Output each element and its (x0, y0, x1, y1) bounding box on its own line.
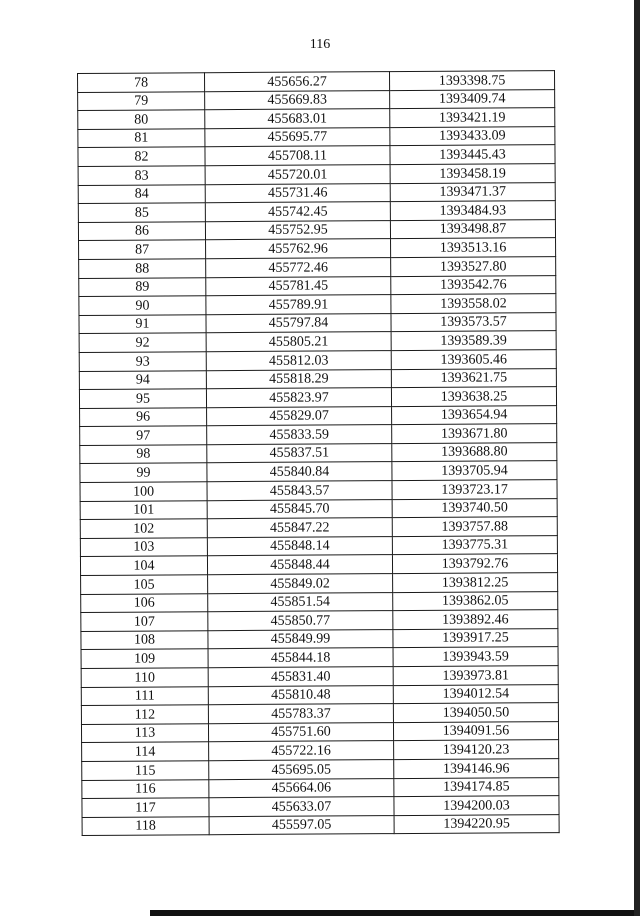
y-coordinate-cell: 1393513.16 (391, 238, 556, 258)
point-number-cell: 96 (80, 407, 207, 426)
scan-edge-bottom (150, 910, 640, 916)
y-coordinate-cell: 1393775.31 (392, 535, 557, 555)
table-row (82, 740, 559, 762)
point-number-cell: 116 (82, 779, 209, 798)
table-row (82, 759, 559, 781)
x-coordinate-cell: 455783.37 (208, 704, 393, 724)
x-coordinate-cell: 455844.18 (208, 648, 393, 668)
coordinates-table-body (78, 71, 560, 836)
point-number-cell: 80 (78, 110, 205, 129)
y-coordinate-cell: 1394220.95 (394, 814, 559, 834)
table-row (78, 126, 555, 148)
table-row (80, 535, 557, 557)
y-coordinate-cell: 1393671.80 (392, 424, 557, 444)
x-coordinate-cell: 455848.14 (207, 536, 392, 556)
table-row (81, 666, 558, 688)
table-row (80, 554, 557, 576)
table-row (79, 312, 556, 334)
point-number-cell: 106 (81, 593, 208, 612)
y-coordinate-cell: 1393445.43 (390, 145, 555, 165)
x-coordinate-cell: 455849.99 (208, 629, 393, 649)
point-number-cell: 97 (80, 426, 207, 445)
x-coordinate-cell: 455823.97 (206, 388, 391, 408)
y-coordinate-cell: 1393705.94 (392, 461, 557, 481)
point-number-cell: 86 (78, 221, 205, 240)
point-number-cell: 108 (81, 631, 208, 650)
point-number-cell: 94 (79, 370, 206, 389)
y-coordinate-cell: 1393433.09 (390, 126, 555, 146)
x-coordinate-cell: 455722.16 (209, 741, 394, 761)
table-row (78, 164, 555, 186)
y-coordinate-cell: 1393398.75 (389, 71, 554, 91)
point-number-cell: 113 (81, 723, 208, 742)
table-row (78, 182, 555, 204)
point-number-cell: 78 (78, 73, 205, 92)
point-number-cell: 107 (81, 612, 208, 631)
x-coordinate-cell: 455772.46 (206, 258, 391, 278)
x-coordinate-cell: 455805.21 (206, 332, 391, 352)
point-number-cell: 105 (81, 575, 208, 594)
point-number-cell: 101 (80, 500, 207, 519)
y-coordinate-cell: 1393542.76 (391, 275, 556, 295)
table-row (79, 331, 556, 353)
x-coordinate-cell: 455851.54 (208, 592, 393, 612)
x-coordinate-cell: 455849.02 (208, 574, 393, 594)
x-coordinate-cell: 455695.05 (209, 760, 394, 780)
x-coordinate-cell: 455633.07 (209, 797, 394, 817)
table-row (78, 201, 555, 223)
x-coordinate-cell: 455843.57 (207, 481, 392, 501)
x-coordinate-cell: 455708.11 (205, 146, 390, 166)
table-row (79, 368, 556, 390)
table-row (81, 573, 558, 595)
y-coordinate-cell: 1393527.80 (391, 257, 556, 277)
point-number-cell: 91 (79, 314, 206, 333)
x-coordinate-cell: 455656.27 (205, 72, 390, 92)
point-number-cell: 114 (82, 742, 209, 761)
table-row (81, 610, 558, 632)
y-coordinate-cell: 1393654.94 (392, 405, 557, 425)
x-coordinate-cell: 455752.95 (205, 220, 390, 240)
table-row (81, 628, 558, 650)
table-row (81, 684, 558, 706)
x-coordinate-cell: 455664.06 (209, 778, 394, 798)
table-row (79, 257, 556, 279)
x-coordinate-cell: 455695.77 (205, 127, 390, 147)
table-row (79, 349, 556, 371)
y-coordinate-cell: 1393862.05 (393, 591, 558, 611)
point-number-cell: 87 (79, 240, 206, 259)
y-coordinate-cell: 1393740.50 (392, 498, 557, 518)
table-row (80, 498, 557, 520)
point-number-cell: 85 (78, 203, 205, 222)
y-coordinate-cell: 1394012.54 (393, 684, 558, 704)
point-number-cell: 90 (79, 296, 206, 315)
point-number-cell: 103 (80, 538, 207, 557)
y-coordinate-cell: 1393792.76 (392, 554, 557, 574)
point-number-cell: 88 (79, 259, 206, 278)
point-number-cell: 100 (80, 482, 207, 501)
x-coordinate-cell: 455683.01 (205, 109, 390, 129)
y-coordinate-cell: 1393621.75 (391, 368, 556, 388)
x-coordinate-cell: 455781.45 (206, 276, 391, 296)
table-row (82, 777, 559, 799)
table-row (81, 591, 558, 613)
scan-edge-right (634, 0, 640, 916)
y-coordinate-cell: 1393757.88 (392, 517, 557, 537)
y-coordinate-cell: 1393688.80 (392, 442, 557, 462)
y-coordinate-cell: 1394146.96 (394, 759, 559, 779)
point-number-cell: 112 (81, 705, 208, 724)
y-coordinate-cell: 1393409.74 (390, 89, 555, 109)
x-coordinate-cell: 455810.48 (208, 685, 393, 705)
x-coordinate-cell: 455731.46 (205, 183, 390, 203)
x-coordinate-cell: 455833.59 (207, 425, 392, 445)
x-coordinate-cell: 455837.51 (207, 443, 392, 463)
table-row (79, 238, 556, 260)
y-coordinate-cell: 1394120.23 (394, 740, 559, 760)
table-row (79, 275, 556, 297)
point-number-cell: 102 (80, 519, 207, 538)
y-coordinate-cell: 1393471.37 (390, 182, 555, 202)
table-row (82, 814, 559, 836)
table-row (81, 703, 558, 725)
y-coordinate-cell: 1393558.02 (391, 294, 556, 314)
point-number-cell: 104 (80, 556, 207, 575)
x-coordinate-cell: 455751.60 (208, 722, 393, 742)
table-row (80, 517, 557, 539)
y-coordinate-cell: 1393638.25 (391, 387, 556, 407)
table-row (79, 387, 556, 409)
point-number-cell: 115 (82, 761, 209, 780)
y-coordinate-cell: 1394174.85 (394, 777, 559, 797)
x-coordinate-cell: 455848.44 (207, 555, 392, 575)
y-coordinate-cell: 1393573.57 (391, 312, 556, 332)
y-coordinate-cell: 1394200.03 (394, 796, 559, 816)
x-coordinate-cell: 455812.03 (206, 350, 391, 370)
point-number-cell: 111 (81, 686, 208, 705)
table-row (80, 442, 557, 464)
y-coordinate-cell: 1393421.19 (390, 108, 555, 128)
y-coordinate-cell: 1393723.17 (392, 480, 557, 500)
y-coordinate-cell: 1393812.25 (393, 573, 558, 593)
point-number-cell: 118 (82, 816, 209, 835)
table-row (79, 294, 556, 316)
table-row (78, 145, 555, 167)
y-coordinate-cell: 1393605.46 (391, 349, 556, 369)
x-coordinate-cell: 455831.40 (208, 667, 393, 687)
point-number-cell: 95 (79, 389, 206, 408)
y-coordinate-cell: 1393892.46 (393, 610, 558, 630)
y-coordinate-cell: 1393917.25 (393, 628, 558, 648)
table-row (78, 219, 555, 241)
x-coordinate-cell: 455818.29 (206, 369, 391, 389)
x-coordinate-cell: 455797.84 (206, 313, 391, 333)
table-row (80, 461, 557, 483)
point-number-cell: 84 (78, 184, 205, 203)
x-coordinate-cell: 455789.91 (206, 295, 391, 315)
table-row (81, 721, 558, 743)
point-number-cell: 109 (81, 649, 208, 668)
point-number-cell: 110 (81, 668, 208, 687)
page-number: 116 (309, 37, 331, 52)
point-number-cell: 92 (79, 333, 206, 352)
x-coordinate-cell: 455669.83 (205, 90, 390, 110)
x-coordinate-cell: 455847.22 (207, 518, 392, 538)
y-coordinate-cell: 1393943.59 (393, 647, 558, 667)
coordinates-table (77, 70, 560, 836)
table-row (80, 424, 557, 446)
point-number-cell: 82 (78, 147, 205, 166)
point-number-cell: 93 (79, 352, 206, 371)
table-row (78, 89, 555, 111)
x-coordinate-cell: 455850.77 (208, 611, 393, 631)
table-row (78, 71, 555, 93)
point-number-cell: 98 (80, 445, 207, 464)
x-coordinate-cell: 455597.05 (209, 815, 394, 835)
y-coordinate-cell: 1393458.19 (390, 164, 555, 184)
x-coordinate-cell: 455742.45 (205, 202, 390, 222)
table-row (82, 796, 559, 818)
table-row (81, 647, 558, 669)
x-coordinate-cell: 455762.96 (206, 239, 391, 259)
y-coordinate-cell: 1394091.56 (393, 721, 558, 741)
point-number-cell: 79 (78, 91, 205, 110)
x-coordinate-cell: 455840.84 (207, 462, 392, 482)
point-number-cell: 89 (79, 277, 206, 296)
point-number-cell: 117 (82, 798, 209, 817)
point-number-cell: 81 (78, 129, 205, 148)
table-row (80, 405, 557, 427)
y-coordinate-cell: 1393498.87 (390, 219, 555, 239)
x-coordinate-cell: 455845.70 (207, 499, 392, 519)
point-number-cell: 83 (78, 166, 205, 185)
table-row (80, 480, 557, 502)
table-row (78, 108, 555, 130)
y-coordinate-cell: 1393973.81 (393, 666, 558, 686)
x-coordinate-cell: 455829.07 (207, 406, 392, 426)
point-number-cell: 99 (80, 463, 207, 482)
y-coordinate-cell: 1393484.93 (390, 201, 555, 221)
y-coordinate-cell: 1393589.39 (391, 331, 556, 351)
y-coordinate-cell: 1394050.50 (393, 703, 558, 723)
x-coordinate-cell: 455720.01 (205, 165, 390, 185)
